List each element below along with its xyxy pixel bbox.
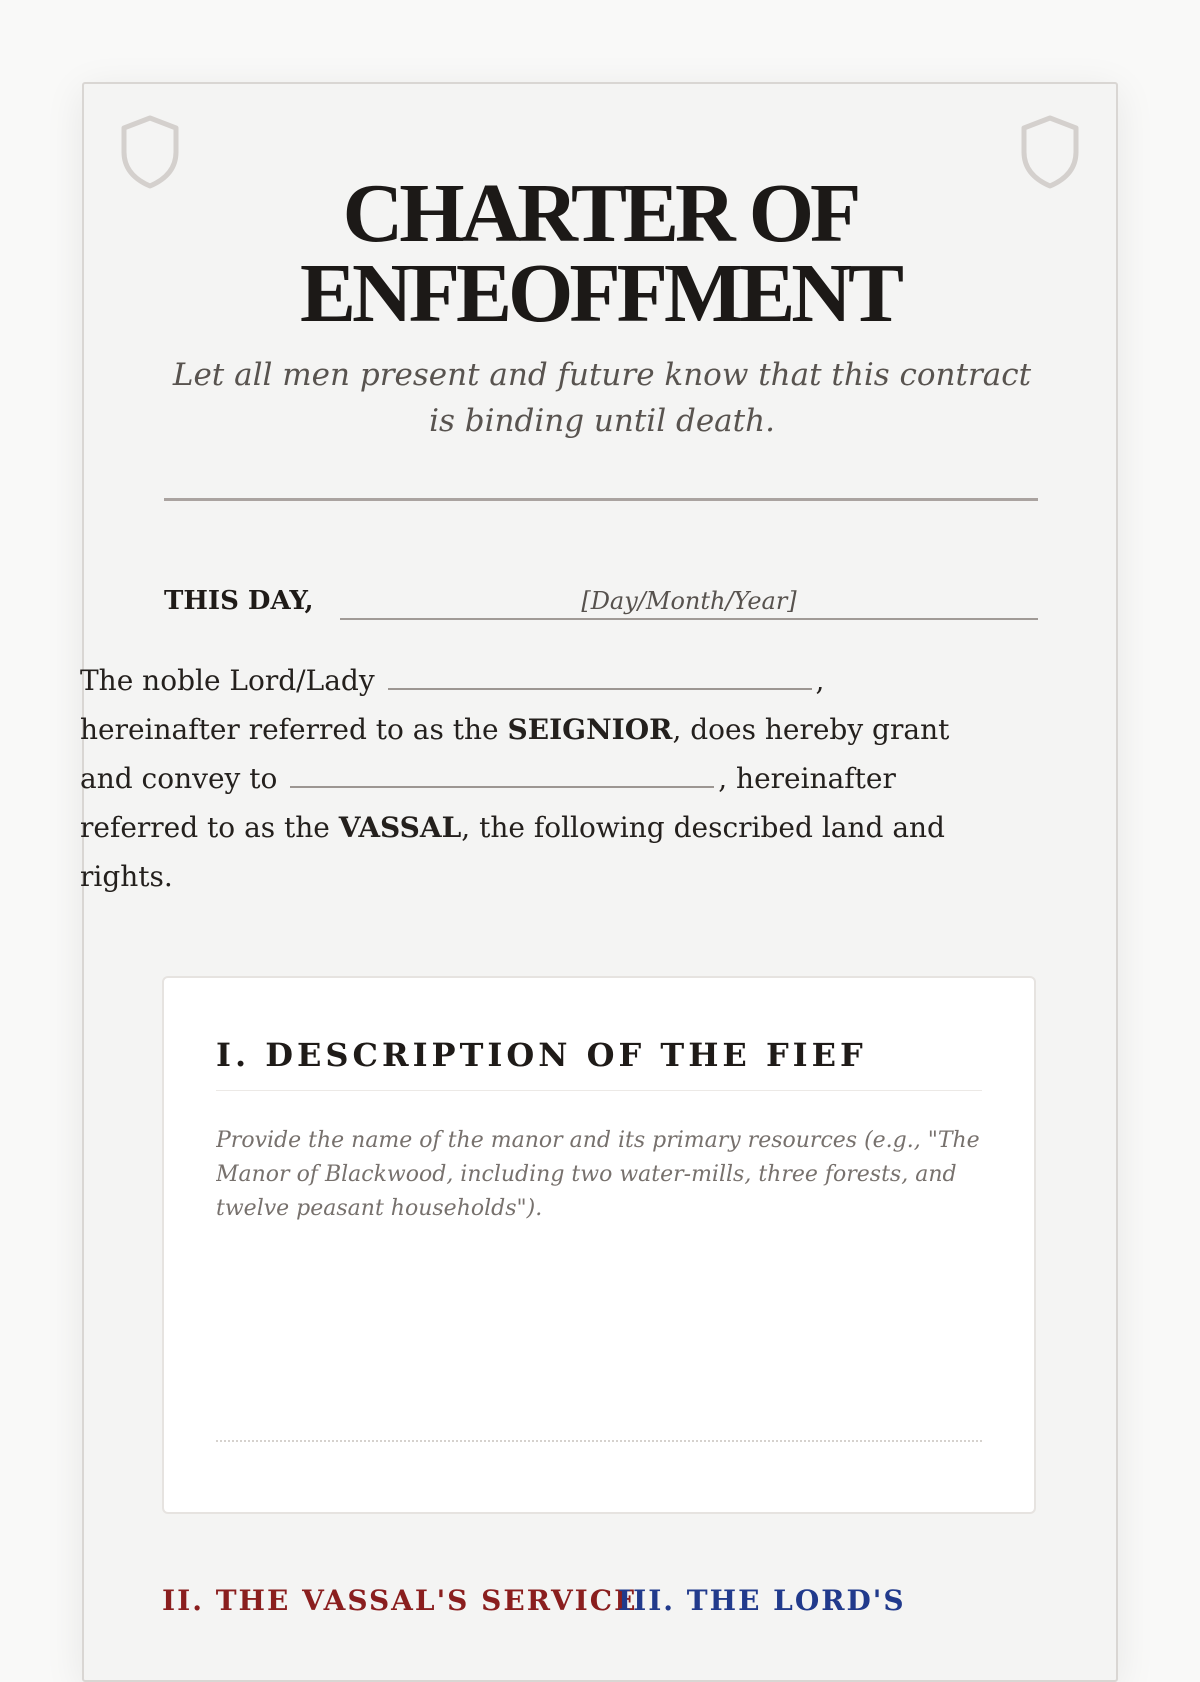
divider [164,498,1038,501]
title-line-1: CHARTER OF [342,167,858,260]
preamble-text: , [815,664,825,697]
preamble-paragraph [80,656,960,901]
preamble-text: rights. [80,860,173,893]
date-row [164,584,1038,624]
date-label: THIS DAY, [164,586,314,616]
fief-description-card [162,976,1036,1514]
lord-obligations-heading: III. THE LORD'S [618,1584,906,1617]
page-subtitle: Let all men present and future know that this contract is binding until death. [172,357,1032,439]
vassal-service-heading: II. THE VASSAL'S SERVICE [162,1584,638,1617]
preamble-text: hereinafter referred to as the [80,713,508,746]
page-title [84,167,1116,340]
preamble-text: referred to as the [80,811,339,844]
date-placeholder: [Day/Month/Year] [581,587,797,615]
seignior-term: SEIGNIOR [507,713,673,746]
date-field[interactable] [340,584,1038,620]
title-line-2: ENFEOFFMENT [300,247,900,340]
preamble-text: , hereinafter [718,762,896,795]
next-sections [162,1584,1036,1624]
preamble-text: and convey to [80,762,287,795]
vassal-name-field[interactable] [290,784,714,788]
fief-section-title: I. DESCRIPTION OF THE FIEF [216,1036,982,1091]
preamble-text: The noble Lord/Lady [80,664,384,697]
fief-description-input[interactable] [216,1124,982,1442]
preamble-text: , does hereby grant [672,713,950,746]
preamble-text: , the following described land and [461,811,945,844]
lord-name-field[interactable] [388,686,812,690]
vassal-term: VASSAL [338,811,462,844]
